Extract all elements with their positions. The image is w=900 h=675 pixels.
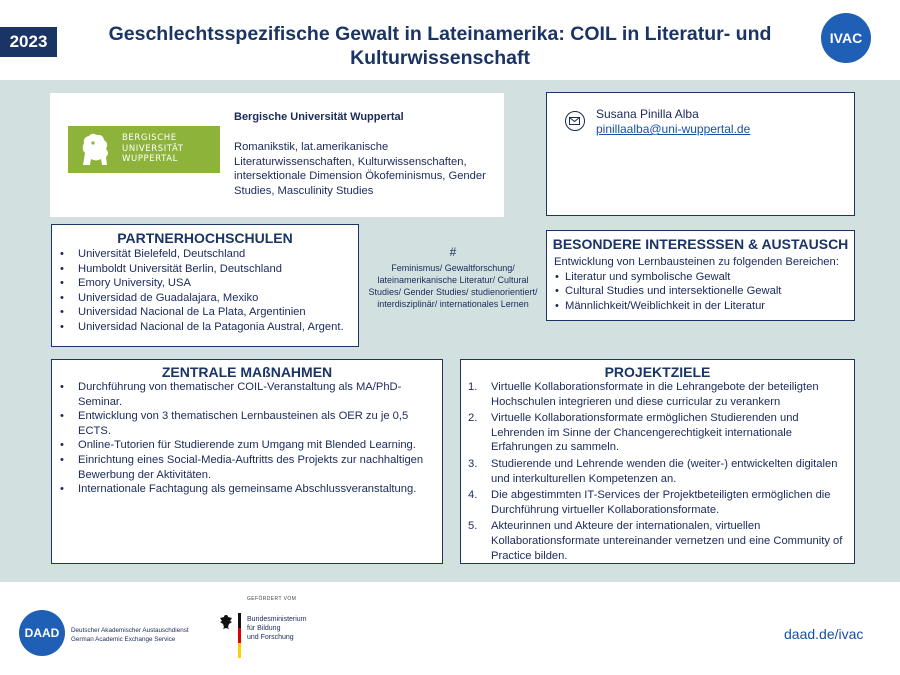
list-item: • Internationale Fachtagung als gemeinsame Abschlussveranstaltung. — [52, 482, 432, 497]
contact-card — [546, 92, 855, 216]
list-item: • Humboldt Universität Berlin, Deutschland — [52, 262, 358, 277]
daad-text — [71, 627, 189, 644]
goals-box — [460, 359, 855, 564]
goal-text: Studierende und Lehrende wenden die (weiter-) entwickelten digitalen und interkulturellen Kompetenzen an. — [491, 457, 838, 485]
keyword-tags — [364, 246, 542, 310]
university-logo-text — [122, 133, 184, 165]
daad-logo: DAAD — [19, 610, 65, 656]
list-item: 2. Virtuelle Kollaborationsformate ermöglichen Studierenden und Lehrenden im Sinne der Chancengerechtigkeit internationale Erfahrungen zu sammeln. — [468, 412, 799, 454]
university-name: Bergische Universität Wuppertal — [234, 111, 404, 123]
bmbf-text — [247, 615, 307, 642]
daad-text-line: German Academic Exchange Service — [71, 635, 176, 643]
goal-text: Virtuelle Kollaborationsformate in die Lehrangebote der beteiligten Hochschulen integrieren und diese curricular zu verankern — [491, 381, 819, 408]
list-item: • Universidad Nacional de la Patagonia Austral, Argent. — [52, 320, 358, 335]
list-item: • Durchführung von thematischer COIL-Veranstaltung als MA/PhD-Seminar. — [52, 380, 432, 409]
interests-intro: Entwicklung von Lernbausteinen zu folgenden Bereichen: — [554, 256, 839, 268]
goal-text: Virtuelle Kollaborationsformate ermöglichen Studierenden und Lehrenden im Sinne der Chancengerechtigkeit internationale Erfahrungen zu sammeln. — [491, 412, 799, 454]
logo-line: BERGISCHE — [122, 133, 177, 143]
bmbf-funded-label: GEFÖRDERT VOM — [247, 596, 297, 602]
ivac-logo: IVAC — [821, 13, 871, 63]
list-item: • Online-Tutorien für Studierende zum Umgang mit Blended Learning. — [52, 438, 432, 453]
bmbf-text-line: Bundesministerium — [247, 616, 307, 623]
list-item: • Cultural Studies und intersektionelle Gewalt — [547, 284, 854, 299]
goal-text: Die abgestimmten IT-Services der Projektbeteiligten ermöglichen die Durchführung virtueller Kollaborationsformate. — [491, 489, 831, 516]
interests-title: BESONDERE INTERESSSEN & AUSTAUSCH — [552, 236, 849, 252]
contact-email-link[interactable]: pinillaalba@uni-wuppertal.de — [596, 122, 751, 136]
bmbf-text-line: für Bildung — [247, 625, 281, 632]
goal-text: Akteurinnen und Akteure der internationalen, virtuellen Kollaborationsformate untereinander vernetzen und eine Community of Practice bilden. — [491, 520, 843, 562]
measures-box — [51, 359, 443, 564]
page-title-line-2: Kulturwissenschaft — [350, 47, 530, 69]
goals-list — [461, 380, 854, 563]
list-item: • Männlichkeit/Weiblichkeit in der Literatur — [547, 299, 854, 314]
university-card — [50, 93, 504, 217]
hash-icon: # — [449, 245, 457, 259]
interests-list — [547, 270, 854, 314]
university-fields: Romanikstik, lat.amerikanische Literaturwissenschaften, Kulturwissenschaften, intersektionale Dimension Ökofeminismus, Gender Studies, Masculinity Studies — [234, 141, 486, 197]
list-item: 1. Virtuelle Kollaborationsformate in die Lehrangebote der beteiligten Hochschulen integrieren und diese curricular zu verankern — [468, 381, 819, 408]
contact-name: Susana Pinilla Alba — [596, 107, 699, 121]
page-title-line-1: Geschlechtsspezifische Gewalt in Lateinamerika: COIL in Literatur- und — [108, 23, 772, 45]
list-item: • Universidad de Guadalajara, Mexiko — [52, 291, 358, 306]
goals-title: PROJEKTZIELE — [604, 364, 711, 380]
daad-text-line: Deutscher Akademischer Austauschdienst — [71, 627, 189, 634]
eagle-icon — [219, 614, 233, 630]
university-logo — [68, 126, 220, 173]
list-item: • Entwicklung von 3 thematischen Lernbausteinen als OER zu je 0,5 ECTS. — [52, 409, 432, 438]
list-item: • Universität Bielefeld, Deutschland — [52, 247, 358, 262]
keyword-text: Feminismus/ Gewaltforschung/ lateinamerikanische Literatur/ Cultural Studies/ Gender Studies/ studienorientiert/ interdisziplinär/ internationales Lernen — [368, 263, 538, 309]
measures-list — [52, 380, 442, 497]
list-item: • Universidad Nacional de La Plata, Argentinien — [52, 305, 358, 320]
bmbf-text-line: und Forschung — [247, 634, 294, 641]
logo-line: WUPPERTAL — [122, 154, 179, 164]
daad-ivac-link[interactable]: daad.de/ivac — [784, 626, 864, 642]
partner-universities-box — [51, 224, 359, 347]
german-flag-icon — [238, 613, 241, 658]
list-item: • Literatur und symbolische Gewalt — [547, 270, 854, 285]
list-item: • Emory University, USA — [52, 276, 358, 291]
measures-title: ZENTRALE MAßNAHMEN — [161, 364, 333, 380]
list-item: 5. Akteurinnen und Akteure der internationalen, virtuellen Kollaborationsformate untereinander vernetzen und eine Community of Practice bilden. — [468, 520, 843, 562]
list-item: • Einrichtung eines Social-Media-Auftritts des Projekts zur nachhaltigen Bewerbung der Aktivitäten. — [52, 453, 432, 482]
page-title — [90, 22, 790, 70]
lion-icon — [77, 131, 113, 168]
list-item: 3. Studierende und Lehrende wenden die (weiter-) entwickelten digitalen und interkulturellen Kompetenzen an. — [468, 457, 838, 485]
partner-universities-title: PARTNERHOCHSCHULEN — [117, 230, 293, 246]
year-badge: 2023 — [0, 27, 57, 57]
logo-line: UNIVERSITÄT — [122, 143, 184, 154]
interests-box — [546, 230, 855, 321]
envelope-icon — [565, 111, 585, 131]
partner-universities-list — [52, 247, 358, 335]
list-item: 4. Die abgestimmten IT-Services der Projektbeteiligten ermöglichen die Durchführung virtueller Kollaborationsformate. — [468, 489, 831, 516]
